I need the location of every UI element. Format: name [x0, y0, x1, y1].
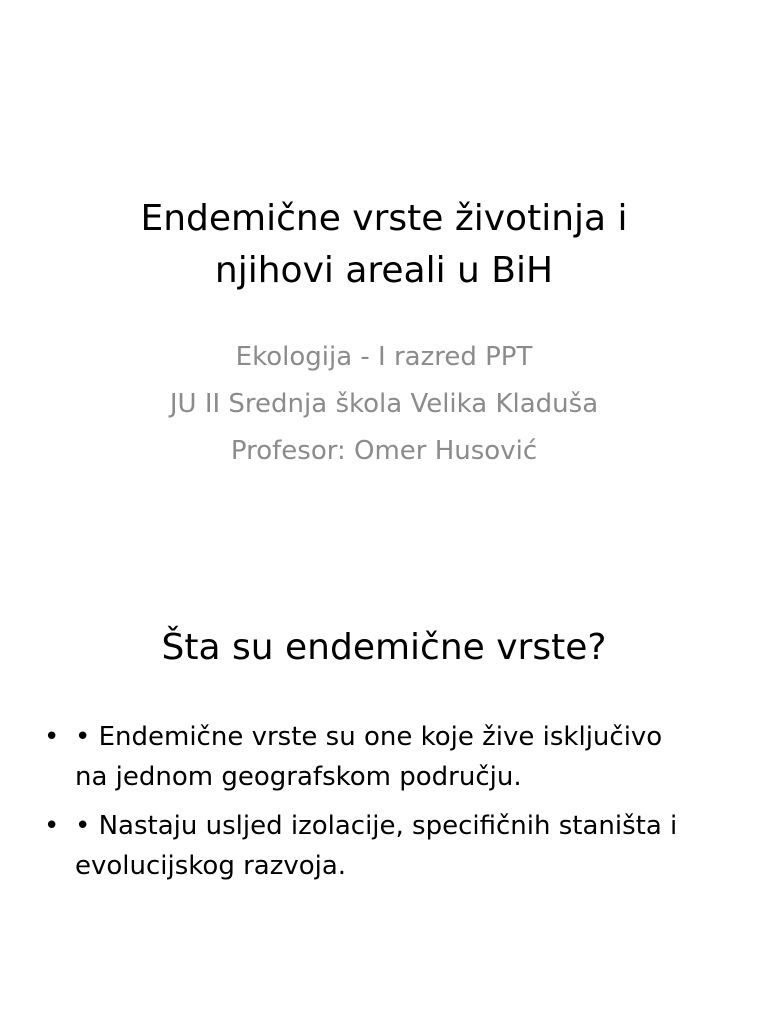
list-item [40, 717, 738, 797]
subtitle-course: Ekologija - I razred PPT [235, 342, 533, 372]
slide-title: Šta su endemične vrste? [161, 627, 607, 668]
list-item [40, 806, 738, 886]
bullet-text-line: na jednom geografskom području. [75, 762, 522, 792]
subtitle-school: JU II Srednja škola Velika Kladuša [169, 389, 599, 419]
title-line-1: Endemične vrste životinja i [140, 198, 628, 239]
slide-title [40, 193, 728, 297]
bullet-text-line: • Nastaju usljed izolacije, specifičnih staništa i [75, 811, 678, 841]
bullet-text-line: evolucijskog razvoja. [75, 851, 347, 881]
bullet-icon: • [44, 811, 60, 841]
slide-subtitle [20, 334, 748, 475]
slide-2 [0, 512, 768, 1024]
bullet-icon: • [44, 722, 60, 752]
subtitle-professor: Profesor: Omer Husović [230, 436, 538, 466]
title-line-2: njihovi areali u BiH [214, 250, 554, 291]
bullet-list [40, 717, 738, 895]
bullet-text-line: • Endemične vrste su one koje žive isključivo [75, 722, 663, 752]
